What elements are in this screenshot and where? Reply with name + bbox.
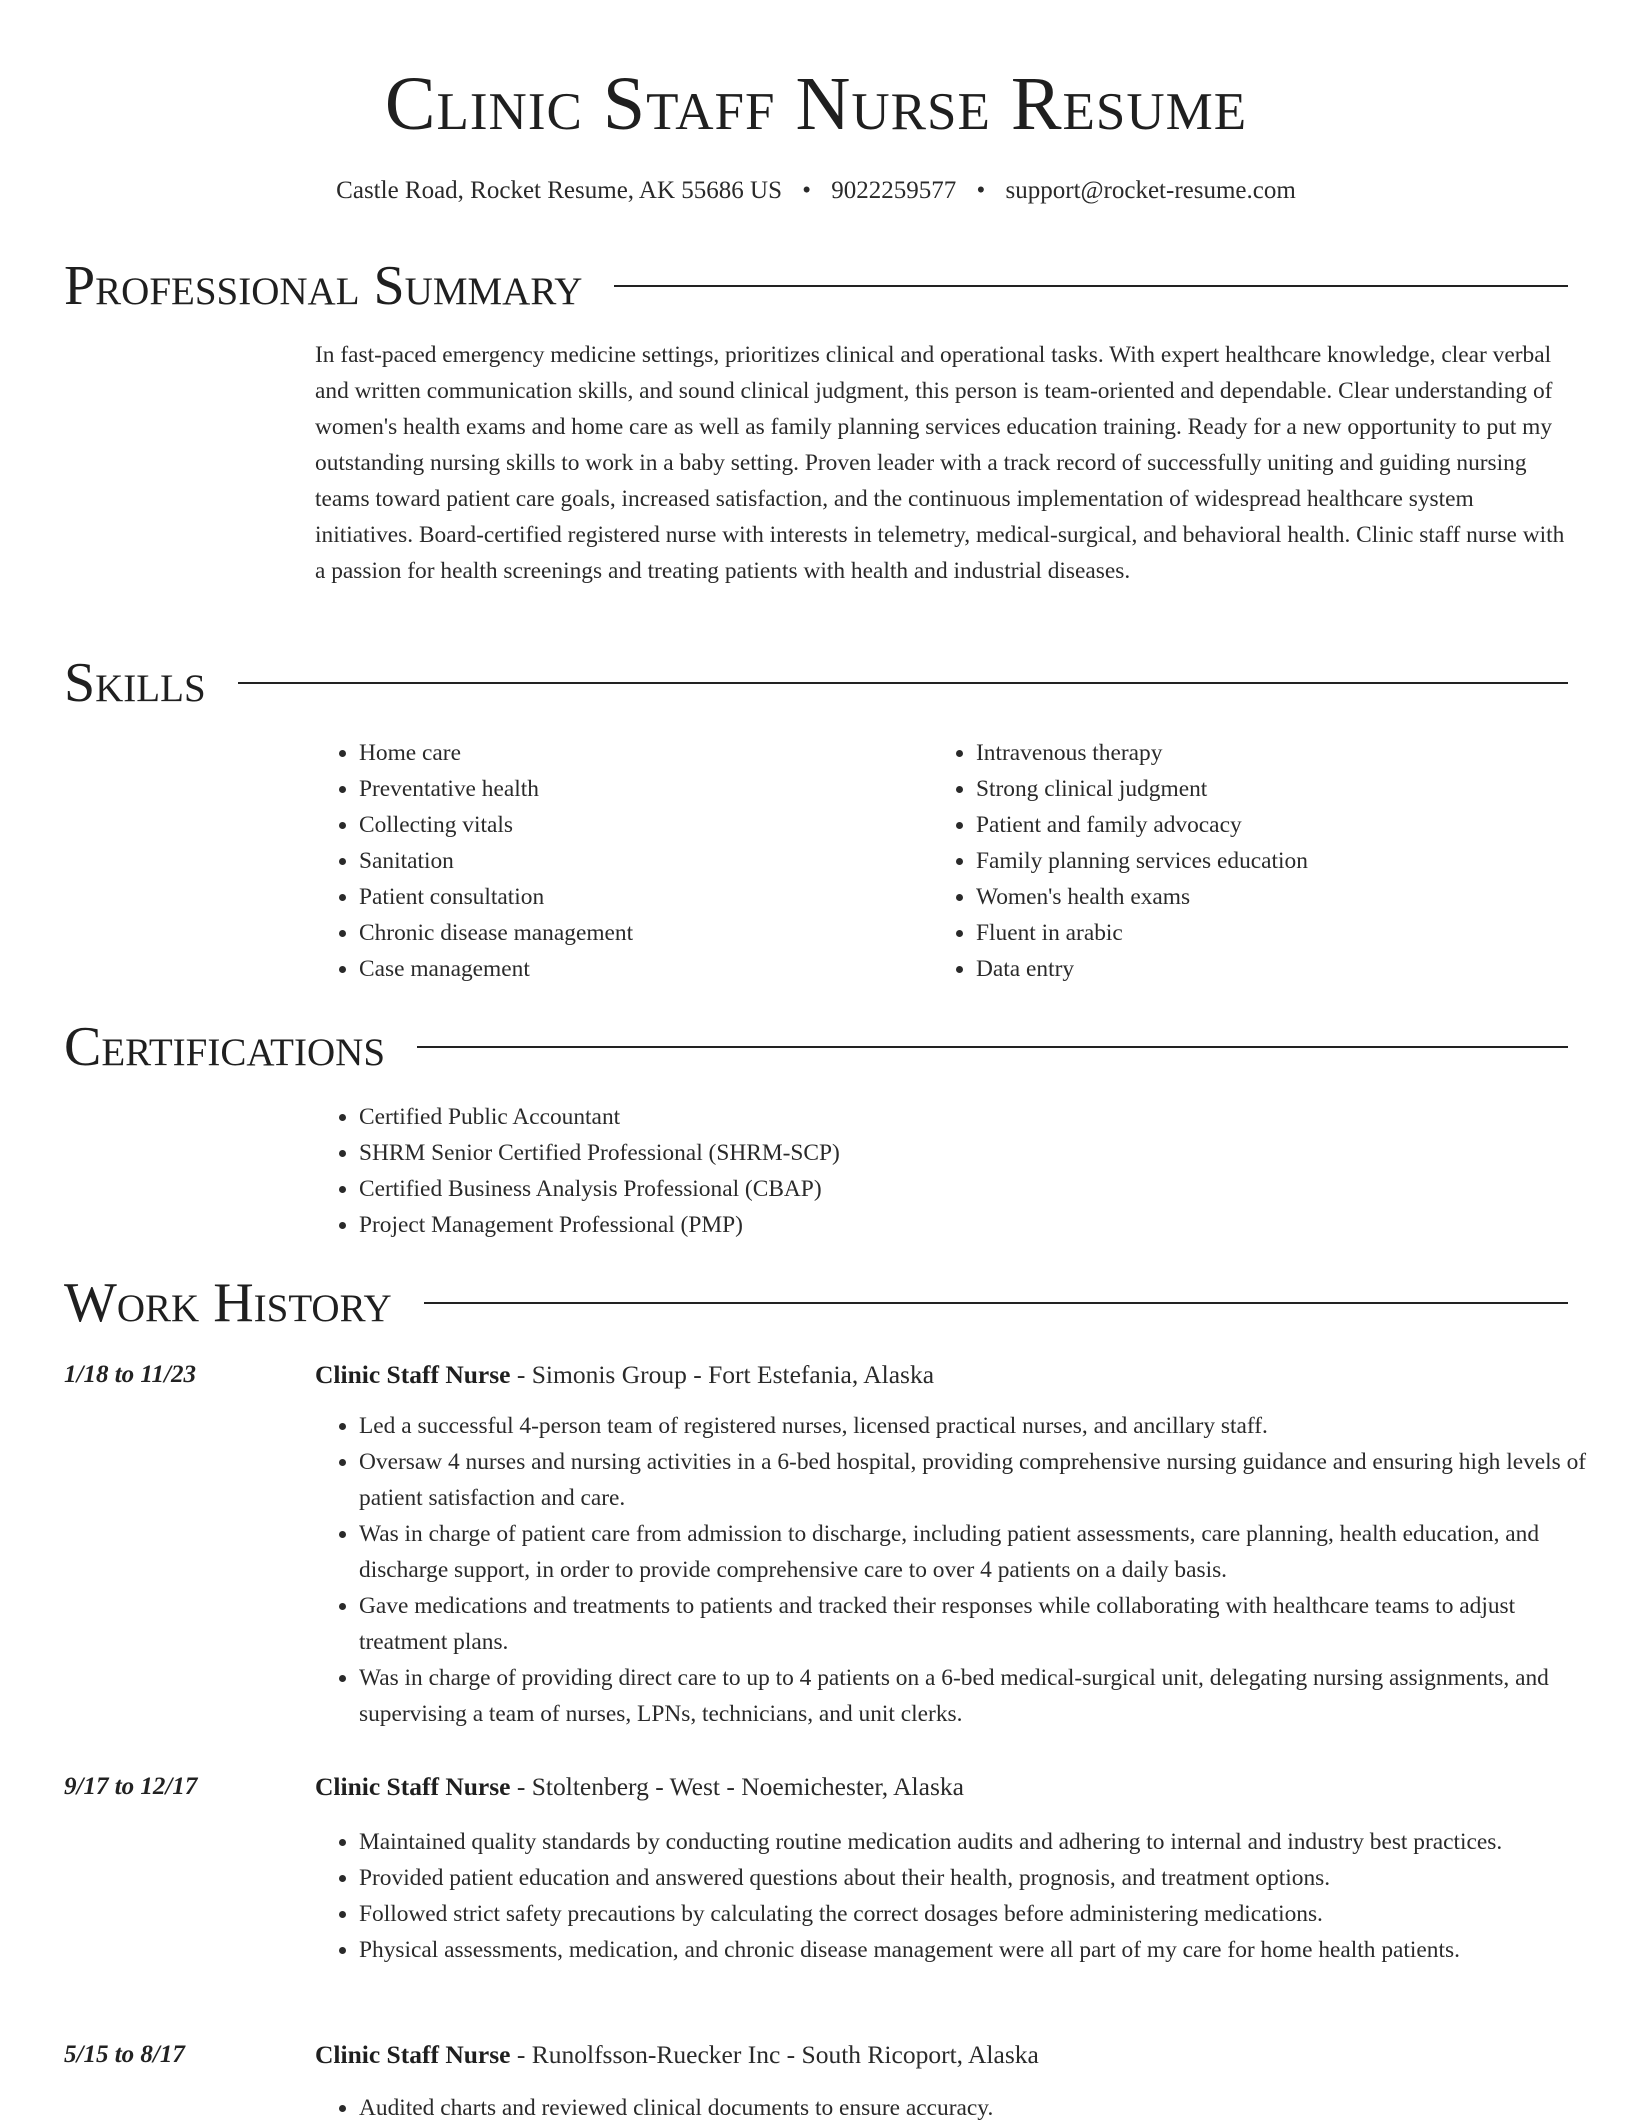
job-role: Clinic Staff Nurse xyxy=(315,1772,511,1801)
skill-item: • Patient and family advocacy xyxy=(976,807,1512,843)
skill-item: • Intravenous therapy xyxy=(976,735,1512,771)
certifications-heading: Certifications xyxy=(64,1016,386,1078)
duty-item: • Oversaw 4 nurses and nursing activities in a 6-bed hospital, providing comprehensive nursing guidance and ensuring high levels of patient satisfaction and care. xyxy=(359,1444,1605,1516)
work-history-section-header xyxy=(64,1271,1568,1335)
skill-item: • Strong clinical judgment xyxy=(976,771,1512,807)
duty-item: • Led a successful 4-person team of registered nurses, licensed practical nurses, and ancillary staff. xyxy=(359,1408,1605,1444)
section-divider xyxy=(238,682,1568,684)
duty-item: • Gave medications and treatments to patients and tracked their responses while collaborating with healthcare teams to adjust treatment plans. xyxy=(359,1588,1605,1660)
job-duties xyxy=(315,1408,1605,1732)
skill-item: • Patient consultation xyxy=(359,879,895,915)
job-employer: - Stoltenberg - West - Noemichester, Alaska xyxy=(510,1772,964,1801)
duty-item: • Provided patient education and answered questions about their health, prognosis, and treatment options. xyxy=(359,1860,1605,1896)
summary-section-header xyxy=(64,254,1568,318)
job-dates: 9/17 to 12/17 xyxy=(64,1773,198,1800)
job-duties xyxy=(315,1824,1605,1968)
skills-right-column xyxy=(932,735,1512,987)
job-dates: 5/15 to 8/17 xyxy=(64,2041,185,2068)
job-employer: - Runolfsson-Ruecker Inc - South Ricoport, Alaska xyxy=(510,2040,1039,2069)
contact-separator: • xyxy=(802,177,811,204)
contact-line xyxy=(0,174,1632,208)
skill-item: • Fluent in arabic xyxy=(976,915,1512,951)
certification-item: • Certified Public Accountant xyxy=(359,1099,1515,1135)
skill-item: • Family planning services education xyxy=(976,843,1512,879)
duty-item: • Followed strict safety precautions by calculating the correct dosages before administering medications. xyxy=(359,1896,1605,1932)
job-role: Clinic Staff Nurse xyxy=(315,2040,511,2069)
contact-separator: • xyxy=(976,177,986,204)
skill-item: • Case management xyxy=(359,951,895,987)
job-header xyxy=(315,1358,934,1392)
skills-heading: Skills xyxy=(64,652,206,714)
duty-item: • Maintained quality standards by conducting routine medication audits and adhering to internal and industry best practices. xyxy=(359,1824,1605,1860)
skills-section-header xyxy=(64,651,1568,715)
skill-item: • Collecting vitals xyxy=(359,807,895,843)
job-header xyxy=(315,1770,964,1804)
skill-item: • Chronic disease management xyxy=(359,915,895,951)
certifications-list xyxy=(315,1099,1515,1243)
section-divider xyxy=(417,1046,1568,1048)
contact-phone: 9022259577 xyxy=(831,177,957,204)
certification-item: • Certified Business Analysis Professional (CBAP) xyxy=(359,1171,1515,1207)
duty-item: • Was in charge of providing direct care to up to 4 patients on a 6-bed medical-surgical unit, delegating nursing assignments, and supervising a team of nurses, LPNs, technicians, and unit clerks. xyxy=(359,1660,1605,1732)
work-history-heading: Work History xyxy=(64,1272,392,1334)
skill-item: • Sanitation xyxy=(359,843,895,879)
job-dates: 1/18 to 11/23 xyxy=(64,1361,196,1388)
skill-item: • Data entry xyxy=(976,951,1512,987)
contact-email: support@rocket-resume.com xyxy=(1005,177,1296,204)
skill-item: • Home care xyxy=(359,735,895,771)
job-duties xyxy=(315,2090,1605,2126)
skill-item: • Women's health exams xyxy=(976,879,1512,915)
skill-item: • Preventative health xyxy=(359,771,895,807)
certification-item: • Project Management Professional (PMP) xyxy=(359,1207,1515,1243)
certification-item: • SHRM Senior Certified Professional (SHRM-SCP) xyxy=(359,1135,1515,1171)
contact-address: Castle Road, Rocket Resume, AK 55686 US xyxy=(336,177,782,204)
summary-heading: Professional Summary xyxy=(64,255,583,317)
skills-left-column xyxy=(315,735,895,987)
certifications-section-header xyxy=(64,1015,1568,1079)
duty-item: • Was in charge of patient care from admission to discharge, including patient assessments, care planning, health education, and discharge support, in order to provide comprehensive care to over 4 patients on a daily basis. xyxy=(359,1516,1605,1588)
section-divider xyxy=(424,1302,1568,1304)
resume-title: Clinic Staff Nurse Resume xyxy=(384,62,1248,146)
job-employer: - Simonis Group - Fort Estefania, Alaska xyxy=(510,1360,935,1389)
section-divider xyxy=(614,285,1568,287)
job-header xyxy=(315,2038,1039,2072)
duty-item: • Audited charts and reviewed clinical documents to ensure accuracy. xyxy=(359,2090,1605,2126)
summary-text: In fast-paced emergency medicine settings, prioritizes clinical and operational tasks. With expert healthcare knowledge, clear verbal and written communication skills, and sound clinical judgment, this person is team-oriented and dependable. Clear understanding of women's health exams and home care as well as family planning services education training. Ready for a new opportunity to put my outstanding nursing skills to work in a baby setting. Proven leader with a track record of successfully uniting and guiding nursing teams toward patient care goals, increased satisfaction, and the continuous implementation of widespread healthcare system initiatives. Board-certified registered nurse with interests in telemetry, medical-surgical, and behavioral health. Clinic staff nurse with a passion for health screenings and treating patients with health and industrial diseases. xyxy=(315,342,1565,584)
duty-item: • Physical assessments, medication, and chronic disease management were all part of my care for home health patients. xyxy=(359,1932,1605,1968)
job-role: Clinic Staff Nurse xyxy=(315,1360,511,1389)
